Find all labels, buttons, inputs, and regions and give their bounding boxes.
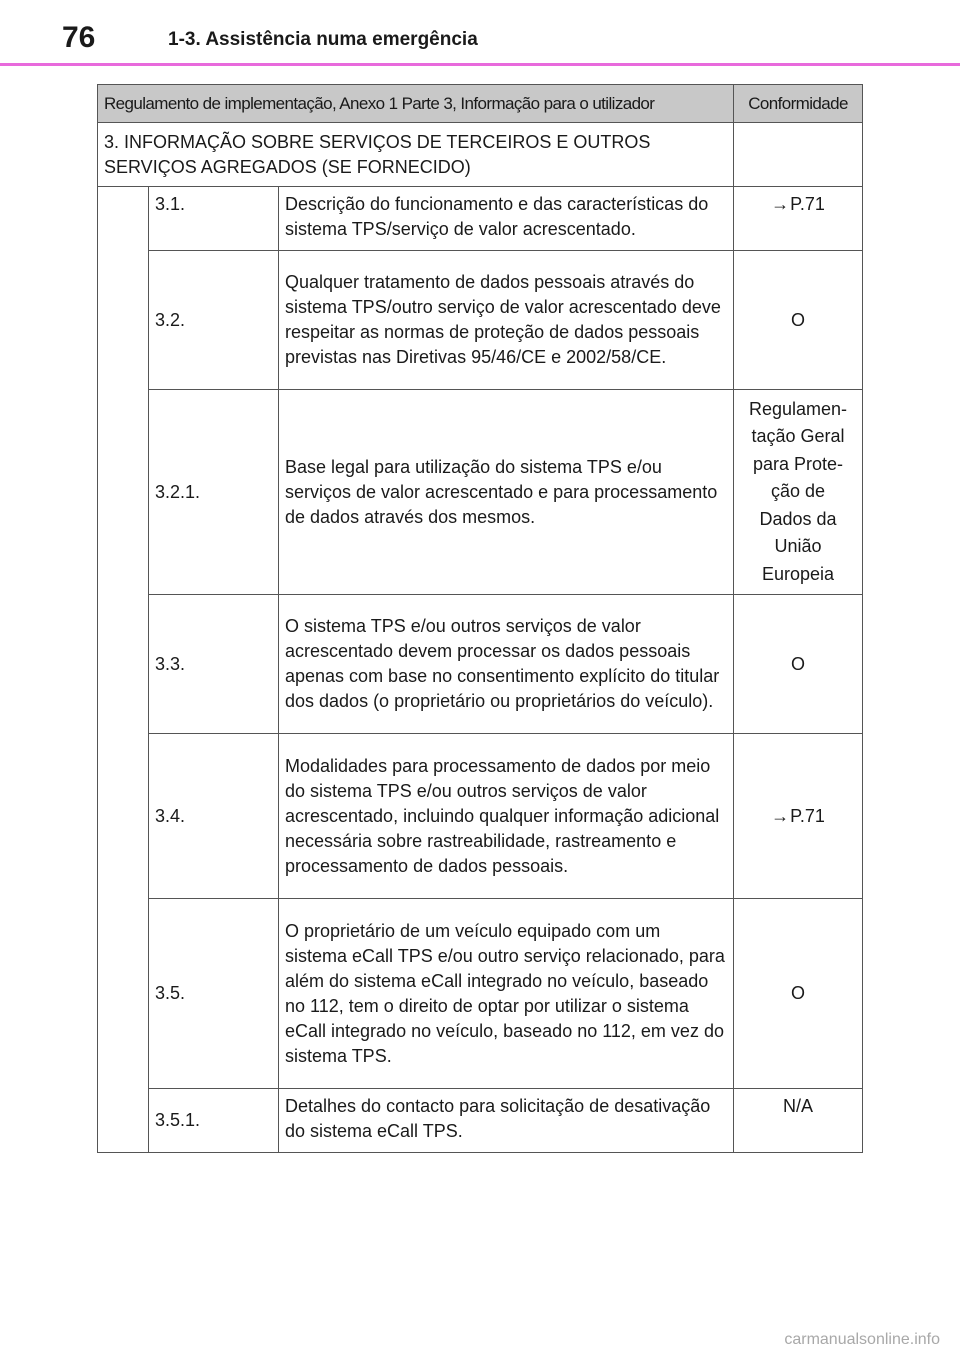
row-number: 3.5. <box>149 899 279 1089</box>
row-conformity <box>734 187 863 251</box>
row-description: O proprietário de um veículo equipado com um sistema eCall TPS e/ou outro serviço relacionado, para além do sistema eCall integrado no veículo, baseado no 112, tem o direito de optar por utilizar o sistema eCall integrado no veículo, baseado no 112, em vez do sistema TPS. <box>279 899 734 1089</box>
conformity-line: ção de <box>771 481 826 502</box>
row-conformity <box>734 390 863 595</box>
row-description: Modalidades para processamento de dados por meio do sistema TPS e/ou outros serviços de valor acrescentado, incluindo qualquer informação adicional necessária sobre rastreabilidade, rastreamento e processamento de dados pessoais. <box>279 734 734 899</box>
section-heading-row <box>98 123 863 187</box>
table-row <box>98 1089 863 1153</box>
compliance-table <box>97 84 863 1153</box>
section-heading-conformity-empty <box>734 123 863 187</box>
row-number: 3.4. <box>149 734 279 899</box>
row-conformity: O <box>734 899 863 1089</box>
page-number: 76 <box>62 21 96 54</box>
row-description: Qualquer tratamento de dados pessoais através do sistema TPS/outro serviço de valor acrescentado deve respeitar as normas de proteção de dados pessoais previstas nas Diretivas 95/46/CE e 2002/58/CE. <box>279 251 734 390</box>
row-description: Base legal para utilização do sistema TPS e/ou serviços de valor acrescentado e para processamento de dados através dos mesmos. <box>279 390 734 595</box>
conformity-line: Europeia <box>762 563 835 584</box>
table-header-row <box>98 85 863 123</box>
section-heading: 3. INFORMAÇÃO SOBRE SERVIÇOS DE TERCEIROS E OUTROS SERVIÇOS AGREGADOS (SE FORNECIDO) <box>98 123 734 187</box>
page-reference: P.71 <box>790 194 825 214</box>
table-row <box>98 734 863 899</box>
row-conformity: O <box>734 595 863 734</box>
conformity-line: Regulamen- <box>749 398 848 419</box>
table-row <box>98 251 863 390</box>
row-conformity: N/A <box>734 1089 863 1153</box>
row-description: Descrição do funcionamento e das características do sistema TPS/serviço de valor acrescentado. <box>279 187 734 251</box>
table-row <box>98 899 863 1089</box>
conformity-line: para Prote- <box>753 453 844 474</box>
conformity-line: União <box>774 536 822 557</box>
column-header-regulation: Regulamento de implementação, Anexo 1 Parte 3, Informação para o utilizador <box>98 85 734 123</box>
conformity-line: Dados da <box>759 508 837 529</box>
table-row <box>98 187 863 251</box>
column-header-conformity: Conformidade <box>734 85 863 123</box>
row-number: 3.1. <box>149 187 279 251</box>
row-number: 3.2. <box>149 251 279 390</box>
row-description: Detalhes do contacto para solicitação de desativação do sistema eCall TPS. <box>279 1089 734 1153</box>
table-row <box>98 390 863 595</box>
watermark: carmanualsonline.info <box>784 1331 940 1348</box>
conformity-line: tação Geral <box>751 426 845 447</box>
row-conformity <box>734 734 863 899</box>
indent-cell <box>98 187 149 1153</box>
section-title: 1-3. Assistência numa emergência <box>168 29 478 50</box>
row-number: 3.3. <box>149 595 279 734</box>
row-conformity: O <box>734 251 863 390</box>
table-row <box>98 595 863 734</box>
row-number: 3.5.1. <box>149 1089 279 1153</box>
arrow-right-icon: → <box>771 805 790 826</box>
page-header <box>0 0 960 66</box>
header-rule <box>0 63 960 66</box>
row-number: 3.2.1. <box>149 390 279 595</box>
row-description: O sistema TPS e/ou outros serviços de valor acrescentado devem processar os dados pessoais apenas com base no consentimento explícito do titular dos dados (o proprietário ou proprietários do veículo). <box>279 595 734 734</box>
page-reference: P.71 <box>790 805 825 826</box>
arrow-right-icon: → <box>771 194 790 214</box>
